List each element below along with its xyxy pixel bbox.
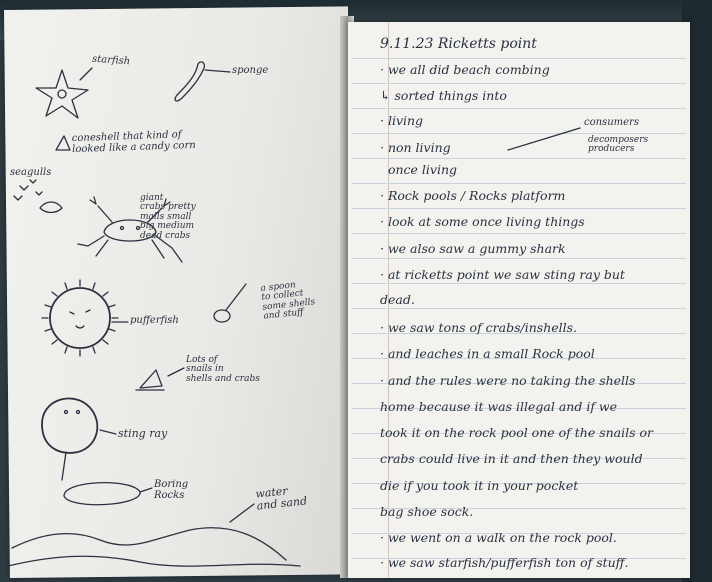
journal-line: · and the rules were no taking the shells (380, 373, 636, 388)
journal-line: · non living (380, 140, 451, 155)
journal-line: · we saw starfish/pufferfish ton of stuff. (380, 555, 629, 570)
consumers-connector-line (508, 128, 580, 150)
journal-line: · look at some once living things (380, 214, 585, 229)
journal-line: once living (380, 162, 458, 177)
seagulls-label: seagulls (10, 167, 52, 178)
consumers-note: consumers (584, 117, 639, 128)
cone-shell-label: coneshell that kind of looked like a candy corn (71, 129, 196, 155)
water-sand-label: water and sand (254, 484, 308, 513)
rocks-label: Boring Rocks (154, 479, 189, 501)
journal-line: · at ricketts point we saw sting ray but (380, 267, 625, 282)
journal-line: crabs could live in it and then they would (380, 451, 643, 466)
spoon-label: a spoon to collect some shells and stuff (260, 280, 316, 322)
sting-ray-label: sting ray (118, 427, 168, 440)
crabs-label: giant crabs pretty malls small big medium dead crabs (140, 193, 196, 241)
journal-line: · living (380, 113, 424, 128)
journal-line: · we also saw a gummy shark (380, 241, 566, 256)
journal-line: home because it was illegal and if we (380, 399, 618, 414)
snails-label: Lots of snails in shells and crabs (186, 355, 260, 384)
journal-line: took it on the rock pool one of the snails or (380, 425, 654, 440)
pufferfish-label: pufferfish (130, 315, 179, 326)
journal-line: · we went on a walk on the rock pool. (380, 530, 617, 545)
journal-line: dead. (380, 292, 415, 307)
journal-line: ↳ sorted things into (380, 88, 507, 103)
journal-line: · we all did beach combing (380, 62, 550, 77)
journal-line: bag shoe sock. (380, 504, 474, 519)
starfish-label: starfish (91, 53, 131, 68)
journal-heading: 9.11.23 Ricketts point (380, 36, 537, 52)
journal-line: · we saw tons of crabs/inshells. (380, 320, 578, 335)
journal-line: · and leaches in a small Rock pool (380, 346, 595, 361)
journal-line: die if you took it in your pocket (380, 478, 579, 493)
sponge-label: sponge (232, 65, 269, 76)
journal-line: · Rock pools / Rocks platform (380, 188, 566, 203)
decomposers-note: decomposers producers (588, 135, 649, 155)
